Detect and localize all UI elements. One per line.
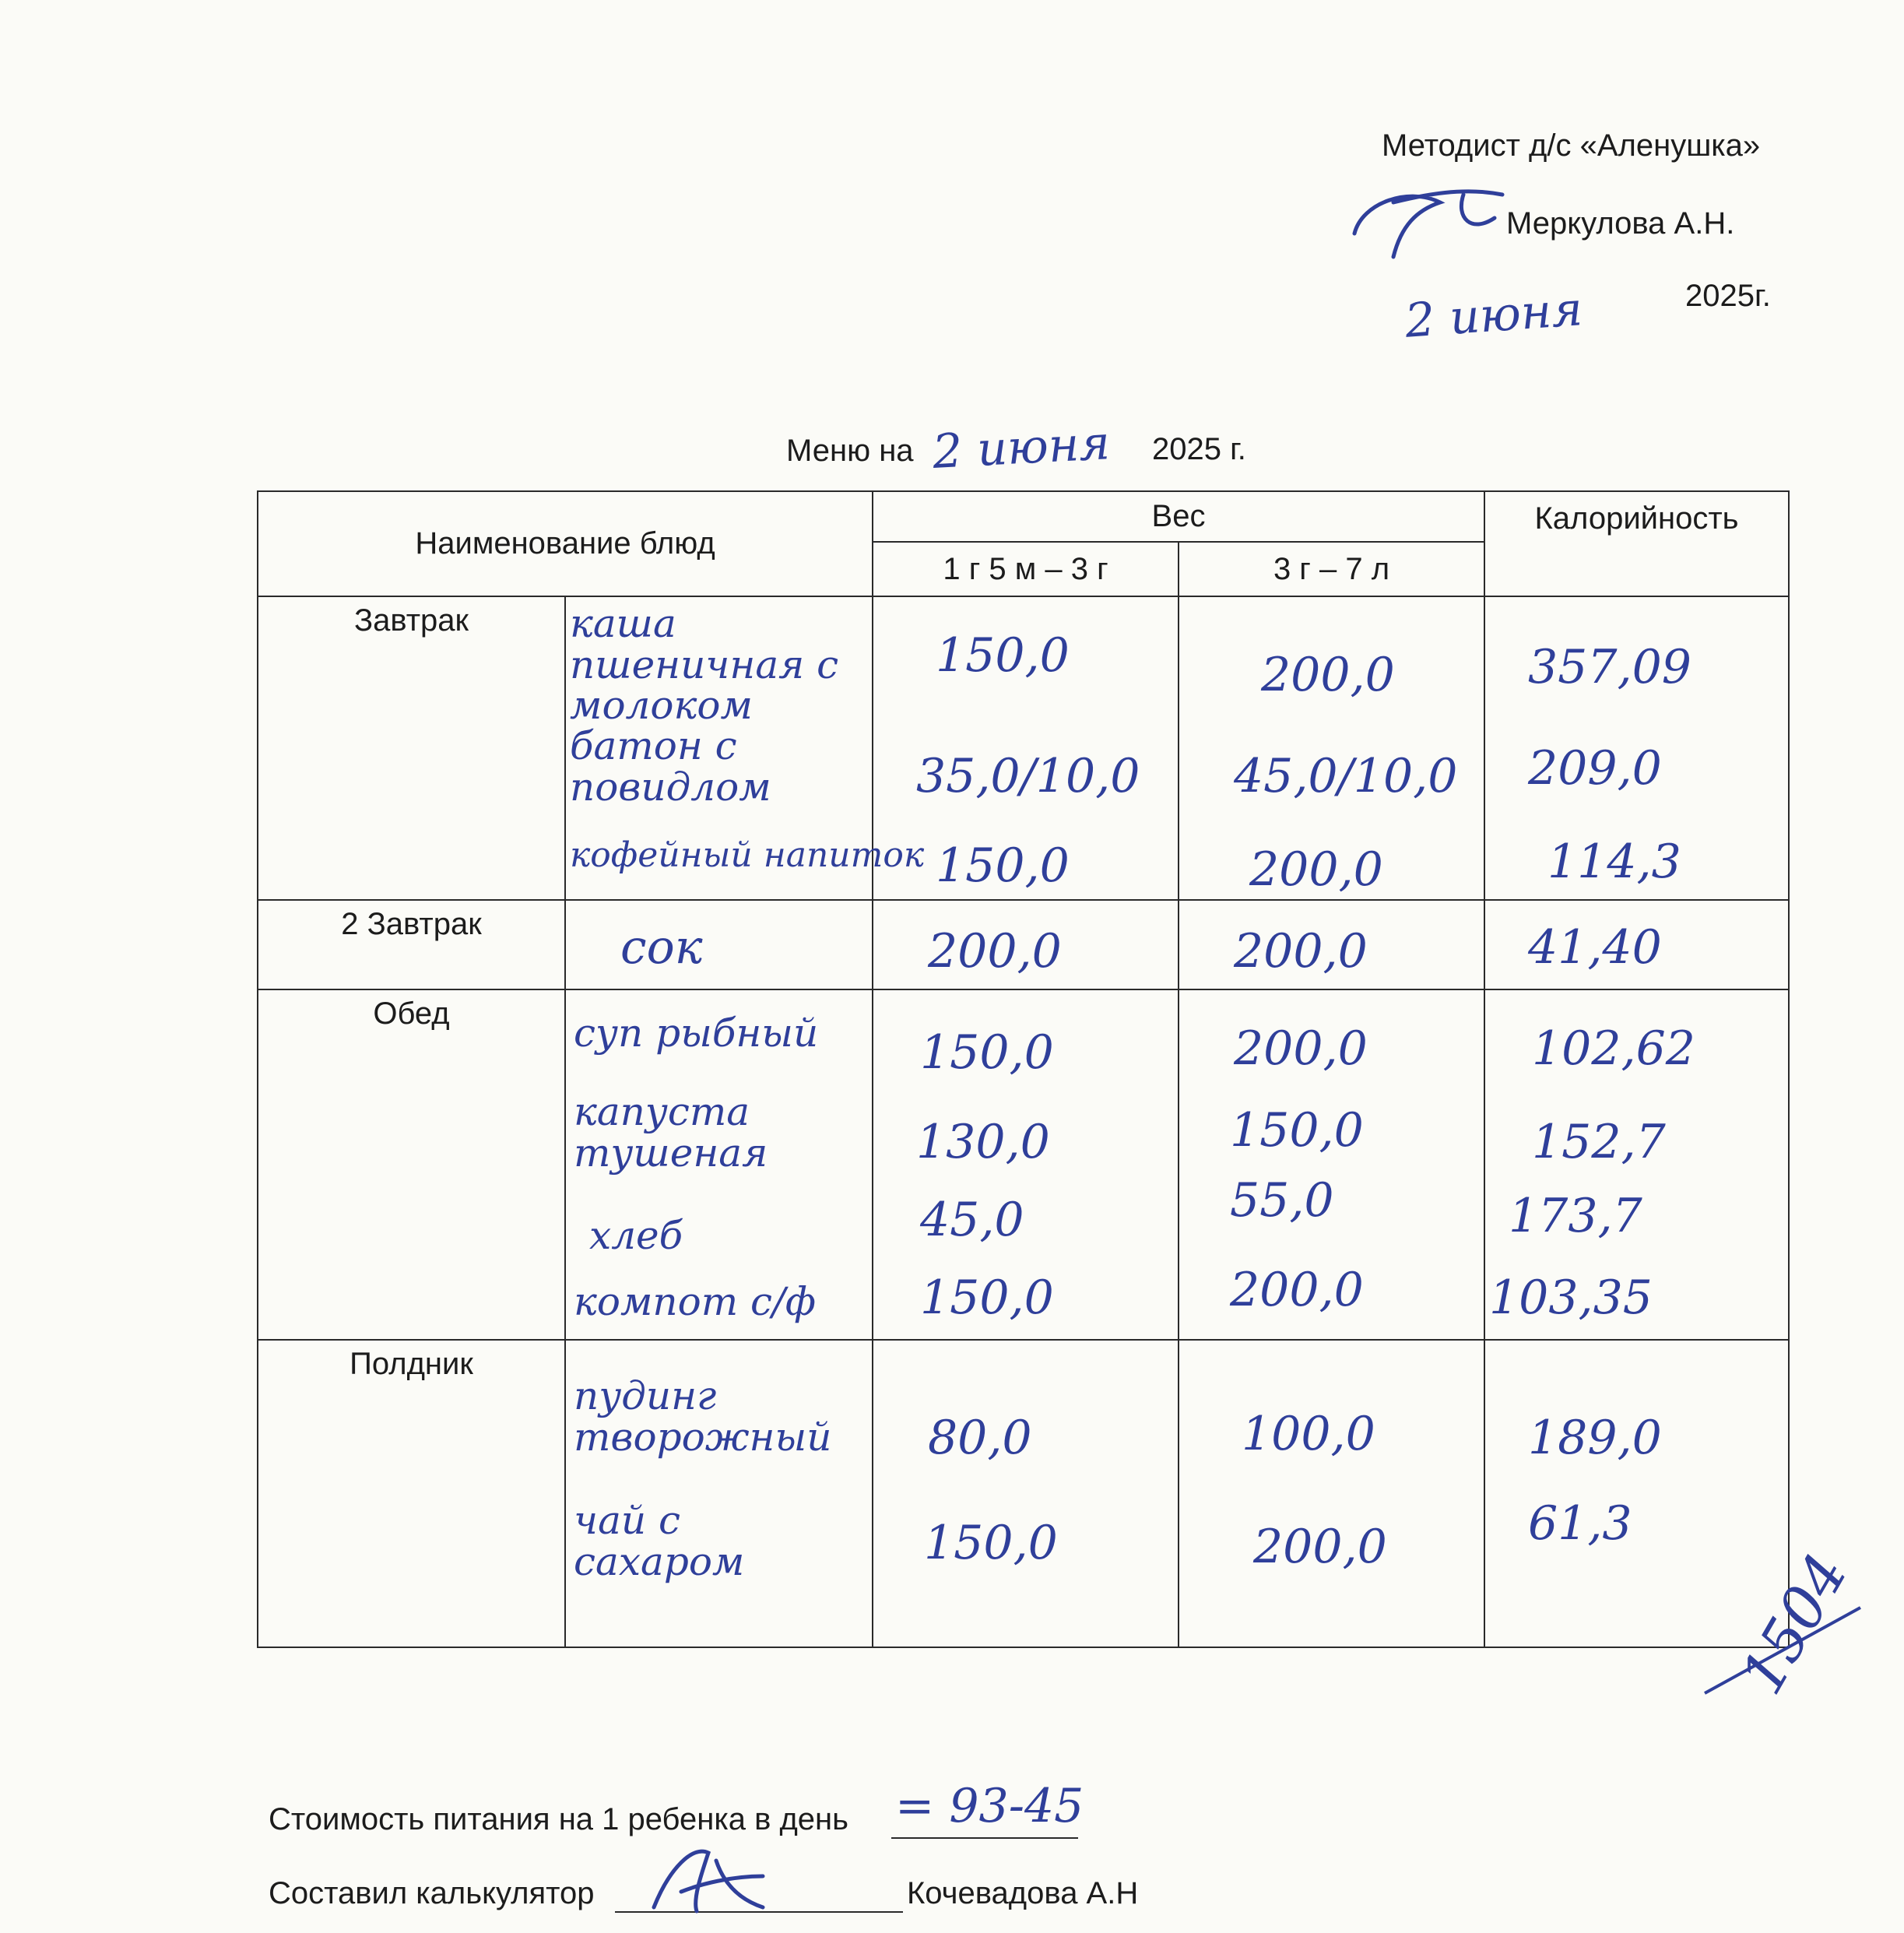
calories: 209,0 bbox=[1528, 741, 1662, 796]
header-weight: Вес bbox=[873, 491, 1484, 542]
weight-2: 150,0 bbox=[1230, 1103, 1364, 1158]
weight-1: 45,0 bbox=[920, 1193, 1024, 1247]
weight-1: 150,0 bbox=[920, 1025, 1054, 1080]
weight-1: 150,0 bbox=[936, 838, 1070, 893]
approval-name: Меркулова А.Н. bbox=[1506, 206, 1735, 241]
meal-name: Полдник bbox=[258, 1340, 565, 1647]
weight-1: 150,0 bbox=[924, 1516, 1058, 1570]
weight-2: 100,0 bbox=[1242, 1407, 1375, 1461]
dish-cell bbox=[566, 597, 925, 899]
dish-item: хлеб bbox=[589, 1213, 683, 1258]
dish-item: каша пшеничная с молоком bbox=[570, 601, 839, 728]
weight-2: 200,0 bbox=[1234, 1021, 1368, 1076]
approver-signature bbox=[1347, 171, 1518, 265]
dish-item: пудинг творожный bbox=[574, 1373, 832, 1460]
meal-name: Обед bbox=[258, 989, 565, 1340]
header-calories: Калорийность bbox=[1484, 491, 1789, 596]
compiler-signature bbox=[638, 1837, 771, 1923]
compiler-label: Составил калькулятор bbox=[269, 1876, 595, 1910]
dish-item: сок bbox=[620, 920, 703, 975]
approval-year: 2025г. bbox=[1685, 279, 1771, 313]
total-handwritten: 1504 bbox=[1727, 1542, 1861, 1706]
calories: 114,3 bbox=[1547, 835, 1681, 889]
cost-value: = 93-45 bbox=[895, 1779, 1084, 1833]
weight-2: 200,0 bbox=[1261, 648, 1395, 702]
dish-item: чай с сахаром bbox=[574, 1498, 745, 1584]
calories: 102,62 bbox=[1532, 1021, 1695, 1076]
dish-item: капуста тушеная bbox=[574, 1089, 768, 1176]
approval-date: 2 июня bbox=[1403, 282, 1585, 349]
compiler-name: Кочевадова А.Н bbox=[907, 1876, 1139, 1910]
weight-1: 80,0 bbox=[928, 1411, 1032, 1465]
dish-item: суп рыбный bbox=[574, 1010, 819, 1056]
weight-2: 200,0 bbox=[1249, 842, 1383, 897]
weight-1: 200,0 bbox=[928, 924, 1062, 979]
weight-1: 150,0 bbox=[920, 1271, 1054, 1325]
meal-name: Завтрак bbox=[258, 596, 565, 900]
weight-1: 150,0 bbox=[936, 628, 1070, 683]
calories: 189,0 bbox=[1528, 1411, 1662, 1465]
dish-item: кофейный напиток bbox=[570, 835, 925, 875]
weight-2: 200,0 bbox=[1230, 1263, 1364, 1317]
weight-2: 55,0 bbox=[1230, 1173, 1334, 1228]
weight-1: 35,0/10,0 bbox=[916, 749, 1140, 803]
weight-2: 200,0 bbox=[1253, 1520, 1387, 1574]
calories: 357,09 bbox=[1528, 640, 1691, 694]
weight-1: 130,0 bbox=[916, 1115, 1050, 1169]
weight-2: 45,0/10,0 bbox=[1234, 749, 1458, 803]
cost-label: Стоимость питания на 1 ребенка в день bbox=[269, 1802, 848, 1836]
cost-underline bbox=[891, 1837, 1078, 1839]
meal-name: 2 Завтрак bbox=[258, 900, 565, 989]
table-row-breakfast bbox=[258, 596, 1789, 900]
menu-title-date: 2 июня bbox=[931, 416, 1112, 480]
header-weight-group-1: 1 г 5 м – 3 г bbox=[873, 542, 1179, 596]
weight-2: 200,0 bbox=[1234, 924, 1368, 979]
approval-title: Методист д/с «Аленушка» bbox=[1382, 128, 1761, 163]
table-row-lunch bbox=[258, 989, 1789, 1340]
calories: 41,40 bbox=[1528, 920, 1662, 975]
calories: 61,3 bbox=[1528, 1496, 1632, 1551]
header-weight-group-2: 3 г – 7 л bbox=[1179, 542, 1484, 596]
dish-item: батон с повидлом bbox=[570, 723, 771, 810]
dish-item: компот с/ф bbox=[574, 1279, 817, 1324]
calories: 103,35 bbox=[1489, 1271, 1653, 1325]
calories: 173,7 bbox=[1509, 1189, 1642, 1243]
table-row-second-breakfast bbox=[258, 900, 1789, 989]
calories: 152,7 bbox=[1532, 1115, 1666, 1169]
menu-title-suffix: 2025 г. bbox=[1152, 432, 1246, 466]
menu-table bbox=[257, 490, 1790, 1648]
header-dish: Наименование блюд bbox=[258, 491, 873, 596]
menu-title-prefix: Меню на bbox=[786, 434, 914, 468]
table-row-snack bbox=[258, 1340, 1789, 1647]
